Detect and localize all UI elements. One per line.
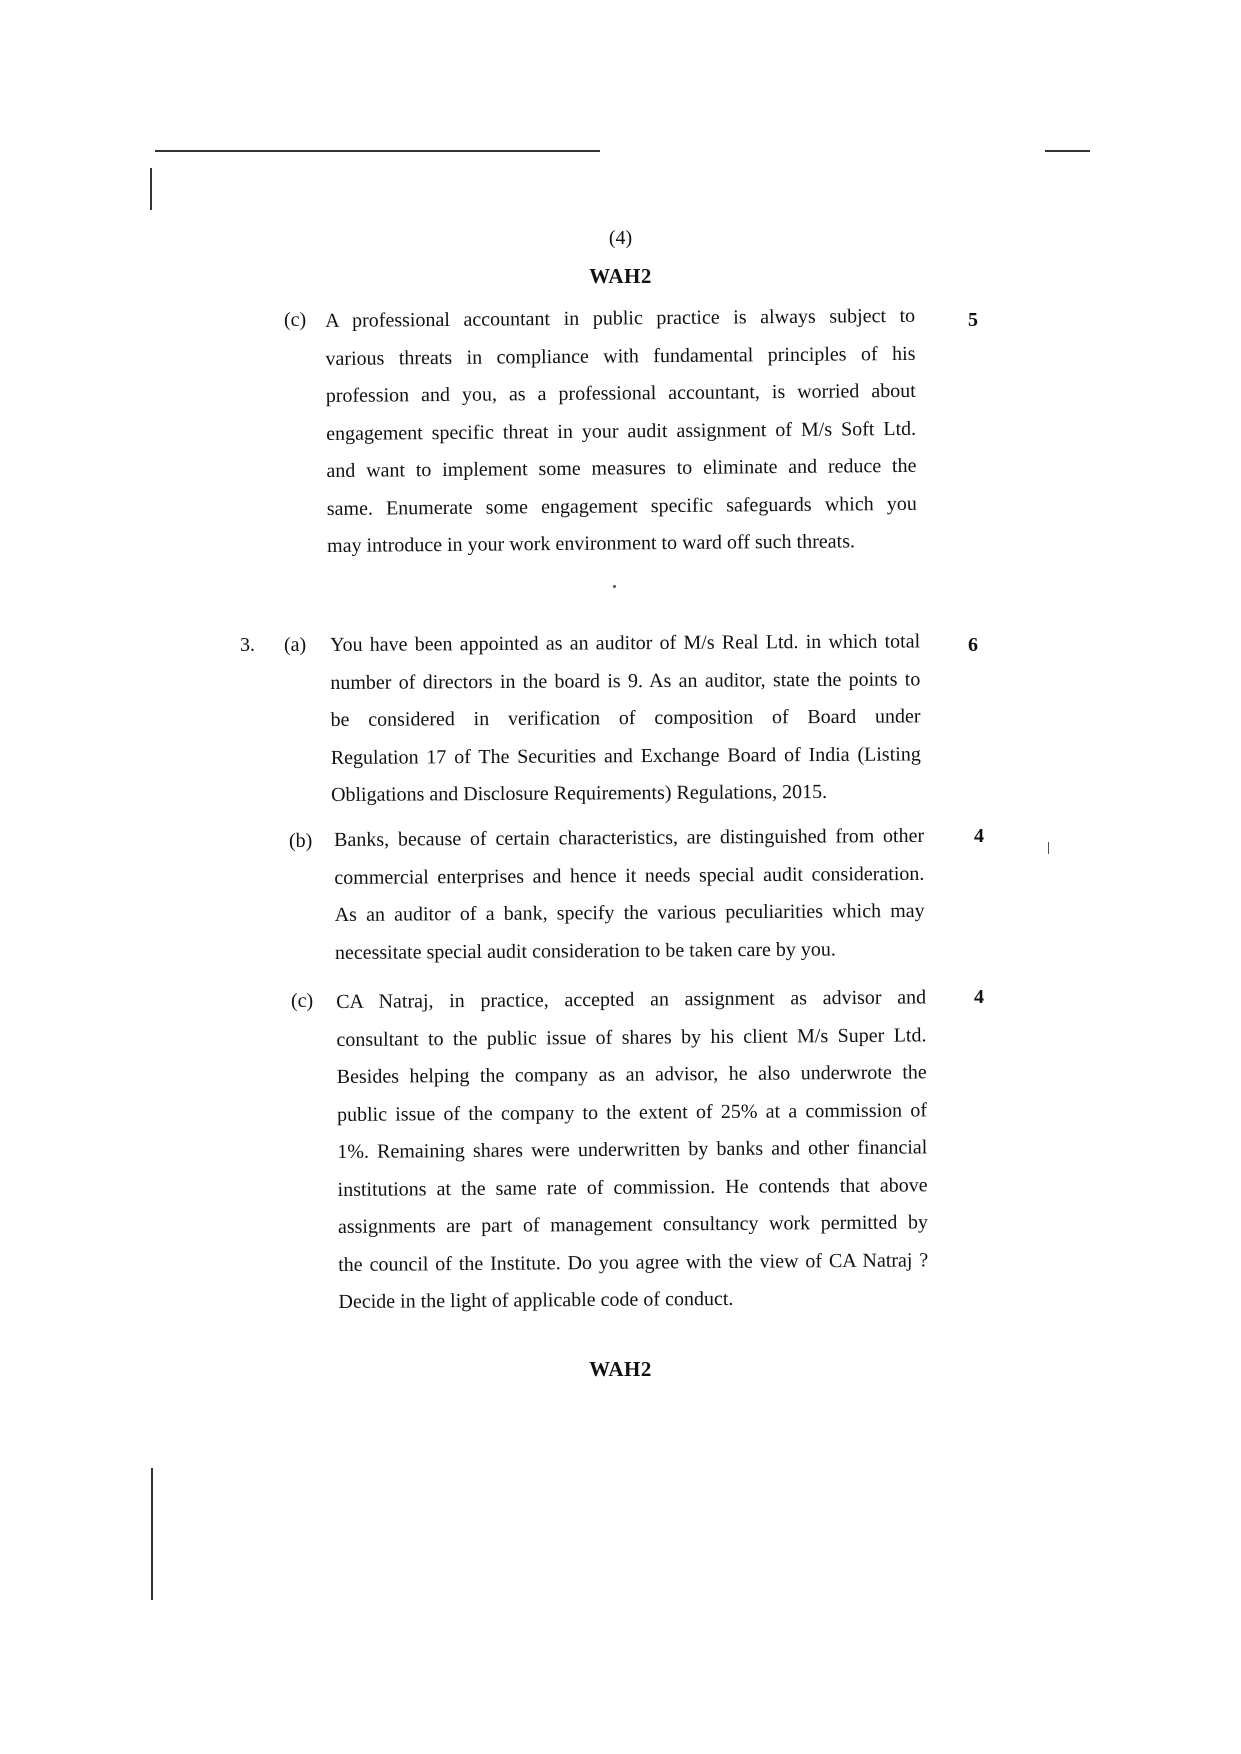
paper-code-header: WAH2 — [589, 264, 652, 288]
scan-mark-right — [1048, 842, 1049, 854]
question-label: (b) — [289, 830, 313, 852]
question-line: You have been appointed as an auditor of M/s Real Ltd. in which total — [330, 630, 921, 656]
scan-mark-left-bottom — [151, 1468, 153, 1600]
question-line: consultant to the public issue of shares by his client M/s Super Ltd. — [336, 1023, 927, 1051]
question-line: As an auditor of a bank, specify the various peculiarities which may — [334, 899, 925, 926]
question-line: number of directors in the board is 9. As an auditor, state the points to — [330, 667, 921, 694]
scan-dot — [613, 585, 616, 588]
question-line: same. Enumerate some engagement specific safeguards which you — [326, 492, 917, 520]
paper-code-footer: WAH2 — [589, 1357, 652, 1381]
question-line: necessitate special audit consideration to be taken care by you. — [334, 938, 836, 964]
question-line: institutions at the same rate of commission. He contends that above — [337, 1173, 928, 1201]
question-line: assignments are part of management consultancy work permitted by — [337, 1211, 928, 1238]
question-line: Besides helping the company as an advisor, he also underwrote the — [336, 1061, 927, 1088]
scan-rule-top-left — [155, 150, 600, 152]
question-label: (c) — [291, 990, 314, 1012]
question-label: (a) — [284, 634, 307, 656]
question-text — [334, 818, 925, 972]
question-line: various threats in compliance with fundamental principles of his — [325, 342, 916, 370]
question-line: Obligations and Disclosure Requirements) Regulations, 2015. — [330, 780, 828, 806]
question-line: public issue of the company to the extent of 25% at a commission of — [336, 1098, 928, 1126]
question-line: engagement specific threat in your audit assignment of M/s Soft Ltd. — [326, 417, 917, 445]
question-text — [336, 979, 929, 1321]
question-text — [330, 623, 921, 814]
question-line: may introduce in your work environment to ward off such threats. — [327, 530, 856, 557]
question-line: Decide in the light of applicable code of conduct. — [338, 1287, 734, 1313]
question-line: CA Natraj, in practice, accepted an assignment as advisor and — [336, 986, 927, 1013]
question-line: commercial enterprises and hence it needs special audit consideration. — [334, 862, 925, 889]
page-number: (4) — [608, 227, 633, 249]
question-line: Regulation 17 of The Securities and Exchange Board of India (Listing — [330, 742, 921, 769]
scan-mark-left-top — [150, 168, 152, 210]
question-line: the council of the Institute. Do you agree with the view of CA Natraj ? — [338, 1248, 929, 1276]
question-line: profession and you, as a professional accountant, is worried about — [325, 379, 916, 407]
question-marks: 4 — [974, 986, 984, 1008]
question-line: A professional accountant in public practice is always subject to — [325, 304, 916, 332]
question-marks: 6 — [968, 634, 978, 656]
question-line: Banks, because of certain characteristics, are distinguished from other — [334, 824, 925, 851]
scan-rule-top-right — [1045, 150, 1090, 152]
question-marks: 4 — [974, 825, 984, 847]
question-line: 1%. Remaining shares were underwritten by banks and other financial — [337, 1136, 928, 1163]
question-line: and want to implement some measures to eliminate and reduce the — [326, 454, 917, 482]
question-marks: 5 — [968, 309, 978, 331]
question-number: 3. — [240, 634, 255, 656]
question-label: (c) — [284, 309, 307, 331]
question-line: be considered in verification of composition of Board under — [330, 705, 921, 731]
question-text — [325, 298, 917, 566]
